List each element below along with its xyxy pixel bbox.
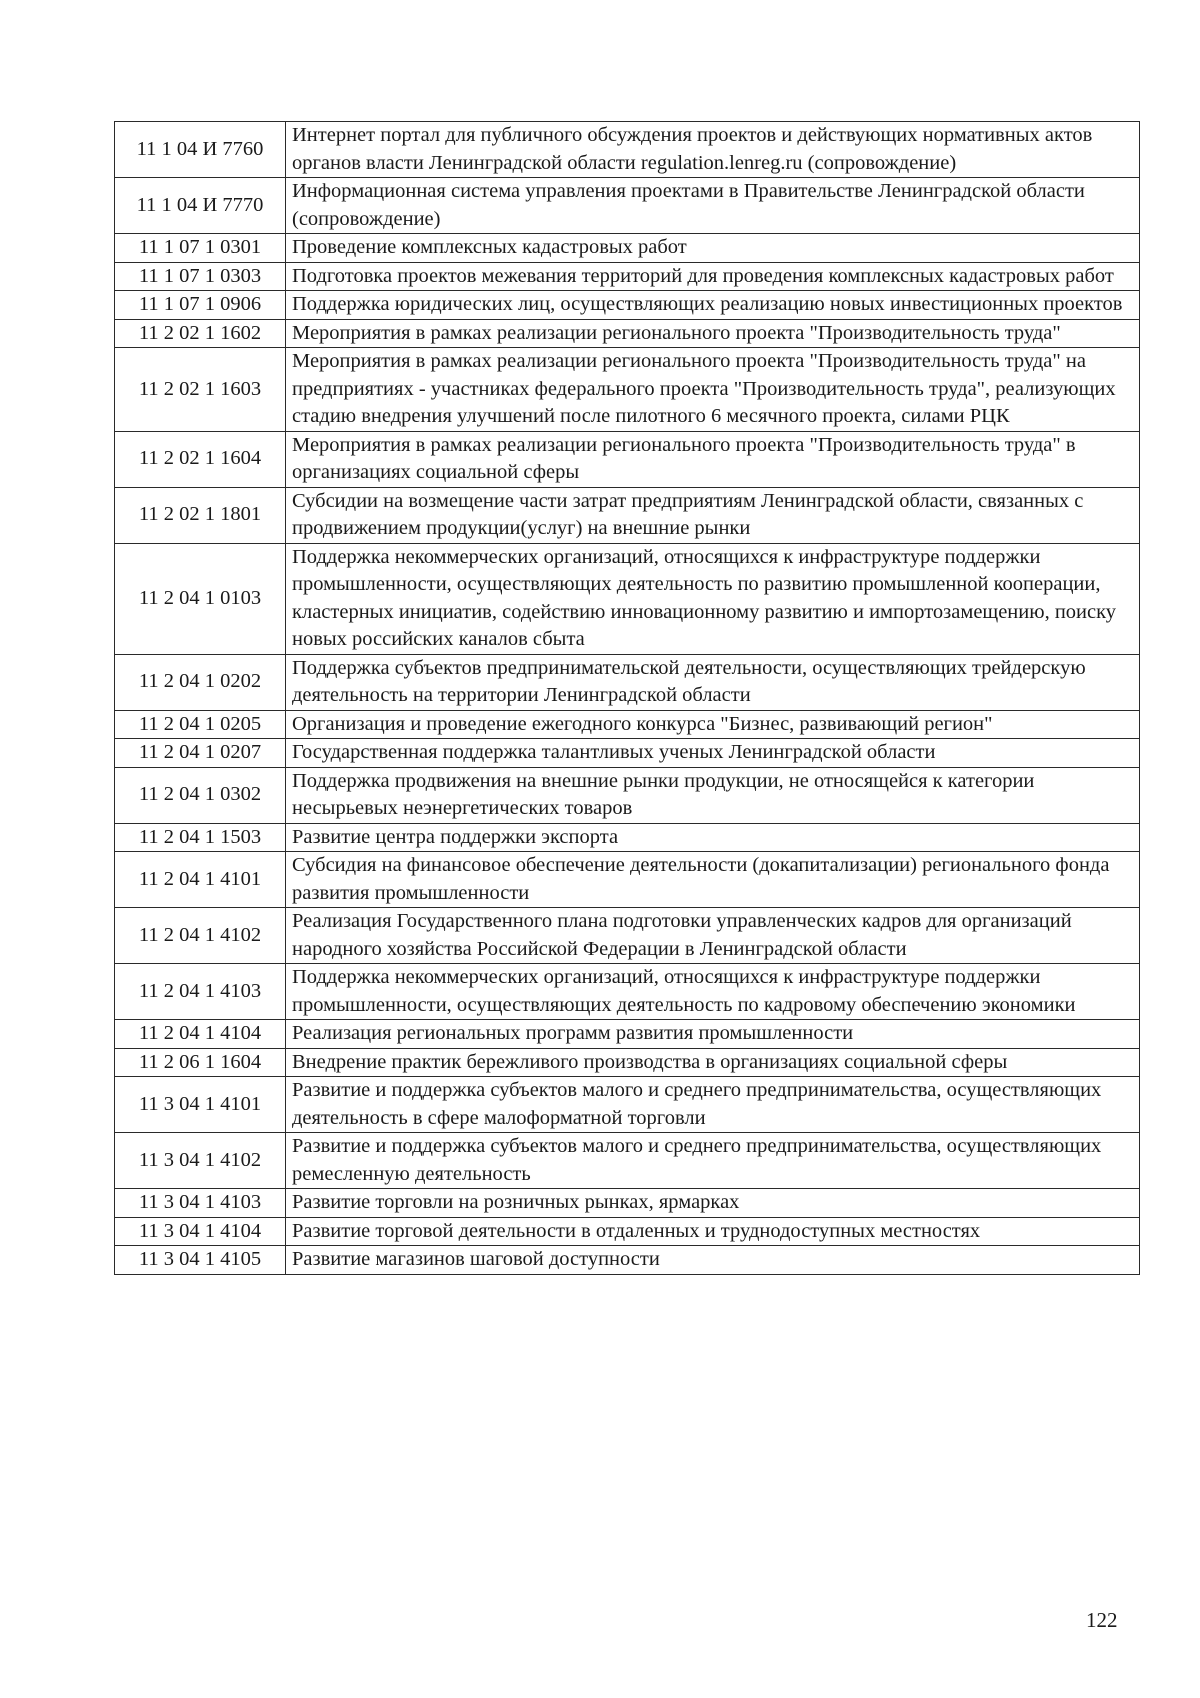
table-row	[115, 262, 1140, 291]
table-row	[115, 1020, 1140, 1049]
description-cell: Реализация региональных программ развития промышленности	[286, 1020, 1140, 1049]
description-cell: Развитие и поддержка субъектов малого и среднего предпринимательства, осуществляющих деятельность в сфере малоформатной торговли	[286, 1077, 1140, 1133]
code-cell: 11 3 04 1 4101	[115, 1077, 286, 1133]
description-cell: Информационная система управления проектами в Правительстве Ленинградской области (сопровождение)	[286, 178, 1140, 234]
table-row	[115, 178, 1140, 234]
table-row	[115, 964, 1140, 1020]
table-row	[115, 852, 1140, 908]
table-row	[115, 654, 1140, 710]
code-cell: 11 1 04 И 7760	[115, 122, 286, 178]
table-row	[115, 1077, 1140, 1133]
table-row	[115, 122, 1140, 178]
table-row	[115, 348, 1140, 432]
code-cell: 11 2 04 1 0302	[115, 767, 286, 823]
description-cell: Реализация Государственного плана подготовки управленческих кадров для организаций народного хозяйства Российской Федерации в Ленинградской области	[286, 908, 1140, 964]
description-cell: Поддержка продвижения на внешние рынки продукции, не относящейся к категории несырьевых неэнергетических товаров	[286, 767, 1140, 823]
table-row	[115, 543, 1140, 654]
page-number: 122	[1086, 1608, 1118, 1632]
description-cell: Развитие торговой деятельности в отдаленных и труднодоступных местностях	[286, 1217, 1140, 1246]
code-cell: 11 3 04 1 4104	[115, 1217, 286, 1246]
code-cell: 11 2 04 1 4102	[115, 908, 286, 964]
code-cell: 11 2 04 1 1503	[115, 823, 286, 852]
description-cell: Мероприятия в рамках реализации регионального проекта "Производительность труда" в организациях социальной сферы	[286, 431, 1140, 487]
table-row	[115, 1189, 1140, 1218]
description-cell: Подготовка проектов межевания территорий для проведения комплексных кадастровых работ	[286, 262, 1140, 291]
description-cell: Интернет портал для публичного обсуждения проектов и действующих нормативных актов органов власти Ленинградской области regulation.lenreg.ru (сопровождение)	[286, 122, 1140, 178]
table-row	[115, 710, 1140, 739]
code-cell: 11 3 04 1 4105	[115, 1246, 286, 1275]
description-cell: Субсидия на финансовое обеспечение деятельности (докапитализации) регионального фонда развития промышленности	[286, 852, 1140, 908]
code-cell: 11 2 06 1 1604	[115, 1048, 286, 1077]
description-cell: Поддержка субъектов предпринимательской деятельности, осуществляющих трейдерскую деятельность на территории Ленинградской области	[286, 654, 1140, 710]
table-row	[115, 1048, 1140, 1077]
code-cell: 11 1 04 И 7770	[115, 178, 286, 234]
description-cell: Проведение комплексных кадастровых работ	[286, 234, 1140, 263]
description-cell: Поддержка некоммерческих организаций, относящихся к инфраструктуре поддержки промышленности, осуществляющих деятельность по кадровому обеспечению экономики	[286, 964, 1140, 1020]
table-row	[115, 291, 1140, 320]
table-row	[115, 823, 1140, 852]
code-cell: 11 2 04 1 0205	[115, 710, 286, 739]
table-row	[115, 1217, 1140, 1246]
table-row	[115, 319, 1140, 348]
description-cell: Мероприятия в рамках реализации регионального проекта "Производительность труда"	[286, 319, 1140, 348]
description-cell: Внедрение практик бережливого производства в организациях социальной сферы	[286, 1048, 1140, 1077]
code-cell: 11 2 04 1 4104	[115, 1020, 286, 1049]
description-cell: Поддержка юридических лиц, осуществляющих реализацию новых инвестиционных проектов	[286, 291, 1140, 320]
table-row	[115, 908, 1140, 964]
code-cell: 11 1 07 1 0301	[115, 234, 286, 263]
table-row	[115, 739, 1140, 768]
budget-code-table	[114, 121, 1140, 1275]
description-cell: Мероприятия в рамках реализации регионального проекта "Производительность труда" на предприятиях - участниках федерального проекта "Производительность труда", реализующих стадию внедрения улучшений после пилотного 6 месячного проекта, силами РЦК	[286, 348, 1140, 432]
code-cell: 11 2 04 1 0207	[115, 739, 286, 768]
code-cell: 11 2 02 1 1801	[115, 487, 286, 543]
table-row	[115, 1246, 1140, 1275]
code-cell: 11 2 02 1 1604	[115, 431, 286, 487]
code-cell: 11 2 04 1 4103	[115, 964, 286, 1020]
table-row	[115, 767, 1140, 823]
code-cell: 11 3 04 1 4102	[115, 1133, 286, 1189]
description-cell: Развитие магазинов шаговой доступности	[286, 1246, 1140, 1275]
code-cell: 11 2 04 1 0202	[115, 654, 286, 710]
table-row	[115, 1133, 1140, 1189]
code-cell: 11 3 04 1 4103	[115, 1189, 286, 1218]
description-cell: Поддержка некоммерческих организаций, относящихся к инфраструктуре поддержки промышленности, осуществляющих деятельность по развитию промышленной кооперации, кластерных инициатив, содействию инновационному развитию и импортозамещению, поиску новых российских каналов сбыта	[286, 543, 1140, 654]
description-cell: Субсидии на возмещение части затрат предприятиям Ленинградской области, связанных с продвижением продукции(услуг) на внешние рынки	[286, 487, 1140, 543]
description-cell: Государственная поддержка талантливых ученых Ленинградской области	[286, 739, 1140, 768]
table-row	[115, 487, 1140, 543]
description-cell: Развитие торговли на розничных рынках, ярмарках	[286, 1189, 1140, 1218]
table-body	[115, 122, 1140, 1275]
table-row	[115, 431, 1140, 487]
description-cell: Развитие и поддержка субъектов малого и среднего предпринимательства, осуществляющих ремесленную деятельность	[286, 1133, 1140, 1189]
description-cell: Организация и проведение ежегодного конкурса "Бизнес, развивающий регион"	[286, 710, 1140, 739]
code-cell: 11 1 07 1 0906	[115, 291, 286, 320]
description-cell: Развитие центра поддержки экспорта	[286, 823, 1140, 852]
code-cell: 11 2 04 1 4101	[115, 852, 286, 908]
code-cell: 11 2 02 1 1602	[115, 319, 286, 348]
code-cell: 11 2 02 1 1603	[115, 348, 286, 432]
code-cell: 11 1 07 1 0303	[115, 262, 286, 291]
table-row	[115, 234, 1140, 263]
code-cell: 11 2 04 1 0103	[115, 543, 286, 654]
